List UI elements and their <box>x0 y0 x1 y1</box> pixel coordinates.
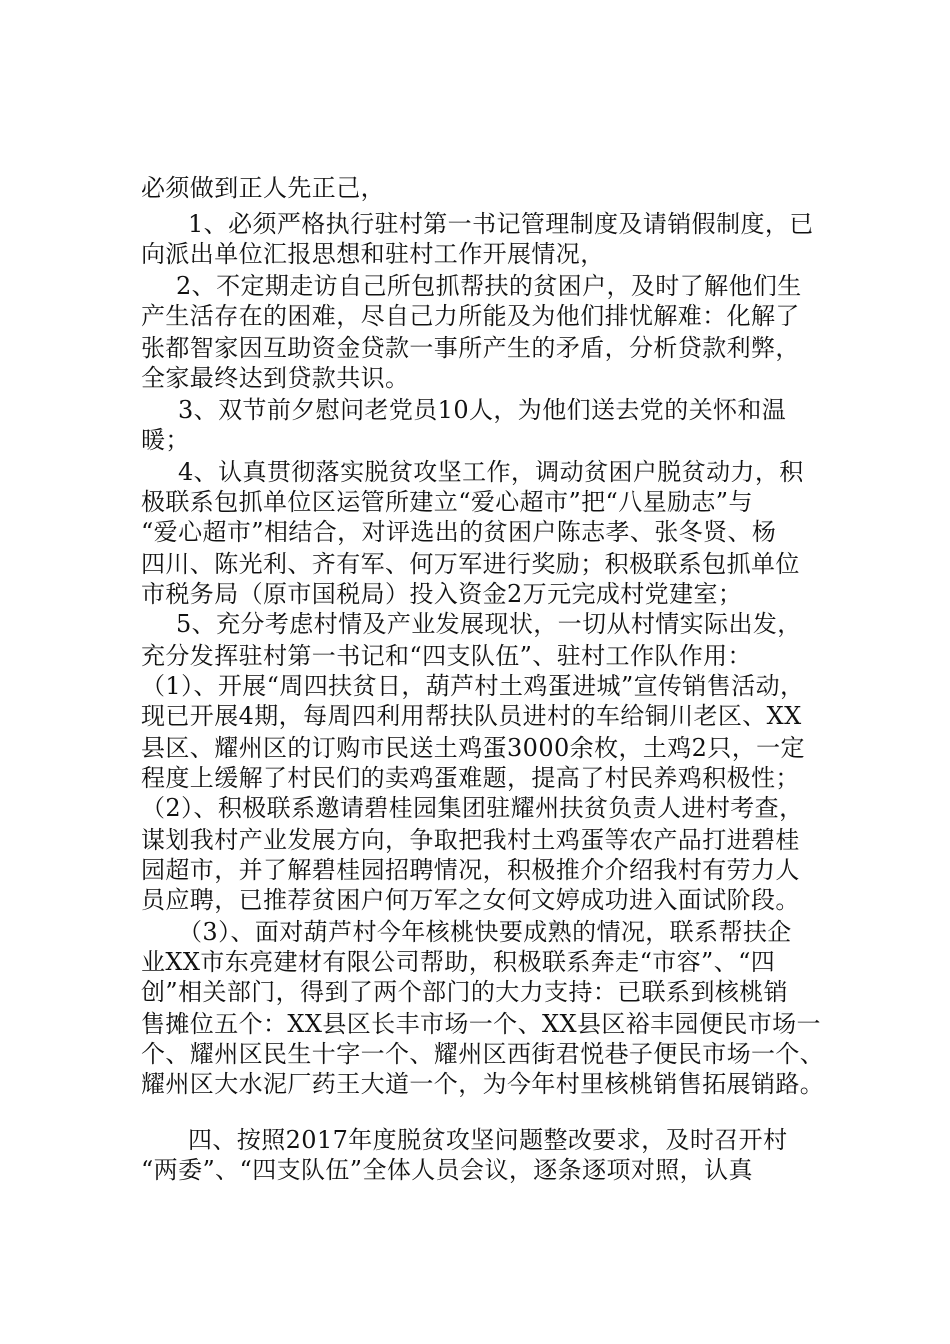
text-line: 谋划我村产业发展方向，争取把我村土鸡蛋等农产品打进碧桂 <box>141 826 800 854</box>
text-line: 程度上缓解了村民们的卖鸡蛋难题，提高了村民养鸡积极性； <box>141 764 800 792</box>
text-line: （2）、积极联系邀请碧桂园集团驻耀州扶贫负责人进村考查， <box>141 794 804 822</box>
text-line: 2、不定期走访自己所包抓帮扶的贫困户，及时了解他们生 <box>176 272 802 300</box>
text-line: 充分发挥驻村第一书记和“四支队伍”、驻村工作队作用： <box>141 642 752 670</box>
text-line: 5、充分考虑村情及产业发展现状，一切从村情实际出发， <box>176 610 802 638</box>
text-line: 必须做到正人先正己， <box>141 174 385 202</box>
text-line: 市税务局（原市国税局）投入资金2万元完成村党建室； <box>141 580 743 608</box>
text-line: 四、按照2017年度脱贫攻坚问题整改要求，及时召开村 <box>188 1126 788 1154</box>
text-line: 县区、耀州区的订购市民送土鸡蛋3000余枚，土鸡2只，一定 <box>141 734 805 762</box>
text-line: 极联系包抓单位区运管所建立“爱心超市”把“八星励志”与 <box>141 488 753 516</box>
text-line: 现已开展4期，每周四利用帮扶队员进村的车给铜川老区、XX <box>141 702 802 730</box>
text-line: 产生活存在的困难，尽自己力所能及为他们排忧解难：化解了 <box>141 302 800 330</box>
text-line: “爱心超市”相结合，对评选出的贫困户陈志孝、张冬贤、杨 <box>141 518 777 546</box>
text-line: 业XX市东亮建材有限公司帮助，积极联系奔走“市容”、“四 <box>141 948 776 976</box>
text-line: 四川、陈光利、齐有军、何万军进行奖励；积极联系包抓单位 <box>141 550 800 578</box>
text-line: 3、双节前夕慰问老党员10人，为他们送去党的关怀和温 <box>178 396 787 424</box>
text-line: 个、耀州区民生十字一个、耀州区西街君悦巷子便民市场一个、 <box>141 1040 825 1068</box>
text-line: 暖； <box>141 426 190 454</box>
text-line: （1）、开展“周四扶贫日，葫芦村土鸡蛋进城”宣传销售活动， <box>141 672 805 700</box>
text-line: 向派出单位汇报思想和驻村工作开展情况， <box>141 240 605 268</box>
text-line: 耀州区大水泥厂药王大道一个，为今年村里核桃销售拓展销路。 <box>141 1070 825 1098</box>
text-line: 员应聘，已推荐贫困户何万军之女何文婷成功进入面试阶段。 <box>141 886 800 914</box>
text-line: （3）、面对葫芦村今年核桃快要成熟的情况，联系帮扶企 <box>178 918 792 946</box>
text-line: 4、认真贯彻落实脱贫攻坚工作，调动贫困户脱贫动力，积 <box>178 458 804 486</box>
text-line: 园超市，并了解碧桂园招聘情况，积极推介介绍我村有劳力人 <box>141 856 800 884</box>
text-line: 售摊位五个：XX县区长丰市场一个、XX县区裕丰园便民市场一 <box>141 1010 821 1038</box>
text-line: 1、必须严格执行驻村第一书记管理制度及请销假制度，已 <box>188 210 814 238</box>
text-line: “两委”、“四支队伍”全体人员会议，逐条逐项对照，认真 <box>141 1156 753 1184</box>
text-line: 创”相关部门，得到了两个部门的大力支持：已联系到核桃销 <box>141 978 789 1006</box>
text-line: 全家最终达到贷款共识。 <box>141 364 410 392</box>
text-line: 张都智家因互助资金贷款一事所产生的矛盾，分析贷款利弊， <box>141 334 800 362</box>
